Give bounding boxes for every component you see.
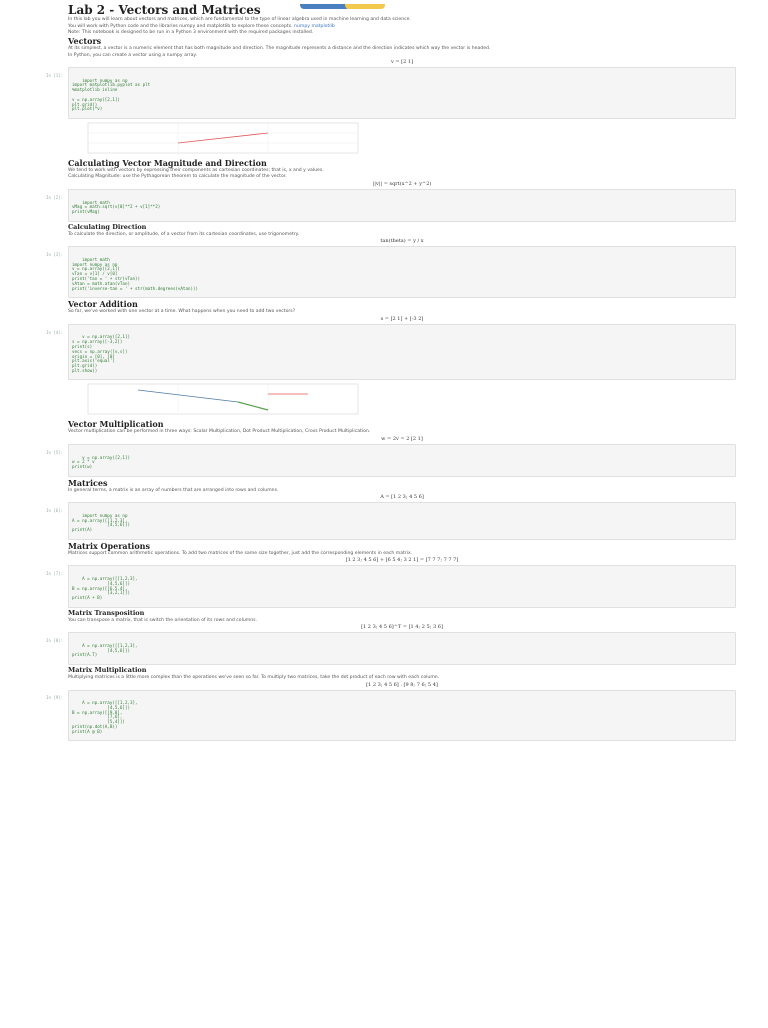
equation: ||v|| = sqrt(x^2 + y^2)	[372, 180, 432, 187]
section-heading: Vectors	[68, 36, 102, 46]
equation: [1 2 3; 4 5 6] + [6 5 4; 3 2 1] = [7 7 7; 7 7 7]	[345, 557, 459, 564]
subsection-heading: Calculating Direction	[68, 222, 147, 231]
subsection-heading: Matrix Transposition	[68, 608, 145, 617]
code-cell[interactable]	[46, 67, 736, 119]
library-link[interactable]: numpy	[294, 23, 310, 29]
code-text: v = np.array([2,1]) s = np.array([-3,2]) print(s) vecs = np.array([v,s]) origin = [0], [0] plt.axis('equal') plt.grid() plt.show()	[72, 334, 130, 373]
intro-paragraph: You will work with Python code and the libraries numpy and matplotlib to explore these concepts. numpy matplotlib	[68, 23, 335, 29]
equation: v = [2 1]	[390, 59, 414, 65]
equation: s = [2 1] + [-3 2]	[380, 315, 424, 322]
cell-prompt: In [5]:	[46, 449, 63, 455]
section-heading: Matrices	[68, 477, 108, 488]
code-cell[interactable]	[46, 690, 736, 742]
code-text: A = np.array([[1,2,3], [4,5,6]]) print(A.T)	[72, 642, 138, 658]
equation: w = 2v = 2 [2 1]	[381, 435, 423, 442]
plot-svg	[68, 382, 368, 418]
equation: [1 2 3; 4 5 6] . [9 8; 7 6; 5 4]	[366, 681, 438, 688]
code-cell[interactable]	[46, 502, 736, 540]
plot-frame	[88, 384, 358, 414]
code-cell[interactable]	[46, 246, 736, 298]
cell-prompt: In [4]:	[46, 329, 63, 335]
paragraph: Multiplying matrices is a little more complex than the operations we've seen so far. To multiply two matrices, take the dot product of each row with each column.	[68, 675, 440, 680]
paragraph: In general terms, a matrix is an array of numbers that are arranged into rows and columns.	[68, 487, 279, 493]
cell-prompt: In [2]:	[46, 194, 63, 200]
cell-prompt: In [7]:	[46, 571, 63, 577]
section-heading: Calculating Vector Magnitude and Direction	[68, 157, 267, 168]
paragraph: At its simplest, a vector is a numeric element that has both magnitude and direction. The magnitude represents a distance and the direction indicates which way the vector is headed.	[68, 46, 491, 51]
cell-prompt: In [1]:	[46, 72, 63, 78]
code-text: v = np.array([2,1]) w = 2 * v print(w)	[72, 454, 130, 470]
code-text: import numpy as np A = np.array([[1,2,3], [4,5,6]]) print(A)	[72, 512, 130, 533]
code-text: A = np.array([[1,2,3], [4,5,6]]) B = np.array([[9,8], [7,6], [5,4]]) print(np.dot(A,B)) print(A @ B)	[72, 700, 138, 734]
paragraph: Calculating Magnitude: use the Pythagorean theorem to calculate the magnitude of the vector.	[68, 174, 287, 180]
paragraph: To calculate the direction, or amplitude, of a vector from its cartesian coordinates, use trigonometry.	[68, 231, 300, 237]
equation: A = [1 2 3; 4 5 6]	[380, 494, 424, 501]
equation: [1 2 3; 4 5 6]^T = [1 4; 2 5; 3 6]	[361, 624, 443, 631]
code-cell[interactable]	[46, 324, 736, 381]
code-cell[interactable]	[46, 189, 736, 222]
subsection-heading: Matrix Multiplication	[68, 666, 147, 674]
cell-prompt: In [3]:	[46, 252, 63, 258]
paragraph: Vector multiplication can be performed in three ways: Scalar Multiplication, Dot Product Multiplication, Cross Product Multiplication.	[68, 429, 371, 435]
notebook-page	[0, 4, 768, 1028]
intro-paragraph: In this lab you will learn about vectors and matrices, which are fundamental to the type of linear algebra used in machine learning and data science.	[68, 17, 411, 22]
section-heading: Vector Addition	[68, 299, 138, 310]
page-title: Lab 2 - Vectors and Matrices	[68, 3, 261, 17]
code-cell[interactable]	[46, 444, 736, 477]
library-link[interactable]: matplotlib	[311, 23, 335, 29]
plot-output	[68, 121, 736, 157]
code-text: import math import numpy as np v = np.array([2,1]) vTan = v[1] / v[0] print('tan = ' + str(vTan)) vAtan = math.atan(vTan) print('inverse-tan = ' + str(math.degrees(vAtan)))	[72, 256, 199, 291]
paragraph: We tend to work with vectors by expressing their components as cartesian coordinates; that is, x and y values.	[68, 167, 324, 173]
cell-prompt: In [8]:	[46, 638, 63, 644]
cell-prompt: In [9]:	[46, 695, 63, 701]
section-heading: Vector Multiplication	[68, 419, 164, 430]
cell-prompt: In [6]:	[46, 508, 63, 514]
code-text: import math vMag = math.sqrt(v[0]**2 + v[1]**2) print(vMag)	[72, 199, 161, 215]
paragraph: So far, we've worked with one vector at a time. What happens when you need to add two vectors?	[68, 309, 296, 315]
code-cell[interactable]	[46, 565, 736, 607]
section-heading: Matrix Operations	[68, 540, 150, 551]
code-text: A = np.array([[1,2,3], [4,5,6]]) B = np.array([[6,5,4], [3,2,1]]) print(A + B)	[72, 575, 138, 601]
intro-paragraph: Note: This notebook is designed to be run in a Python 3 environment with the required packages installed.	[68, 30, 314, 35]
plot-output	[68, 382, 736, 418]
paragraph: In Python, you can create a vector using a numpy array.	[68, 52, 197, 58]
plot-svg	[68, 121, 368, 157]
equation: tan(theta) = y / x	[380, 238, 424, 245]
paragraph: Matrices support common arithmetic operations. To add two matrices of the same size together, just add the corresponding elements in each matrix.	[68, 550, 413, 556]
code-cell[interactable]	[46, 632, 736, 665]
logo	[300, 4, 390, 10]
code-text: import numpy as np import matplotlib.pyplot as plt %matplotlib inline v = np.array([2,1]) plt.grid() plt.plot(*v)	[72, 77, 151, 112]
paragraph: You can transpose a matrix, that is switch the orientation of its rows and columns.	[68, 617, 258, 623]
